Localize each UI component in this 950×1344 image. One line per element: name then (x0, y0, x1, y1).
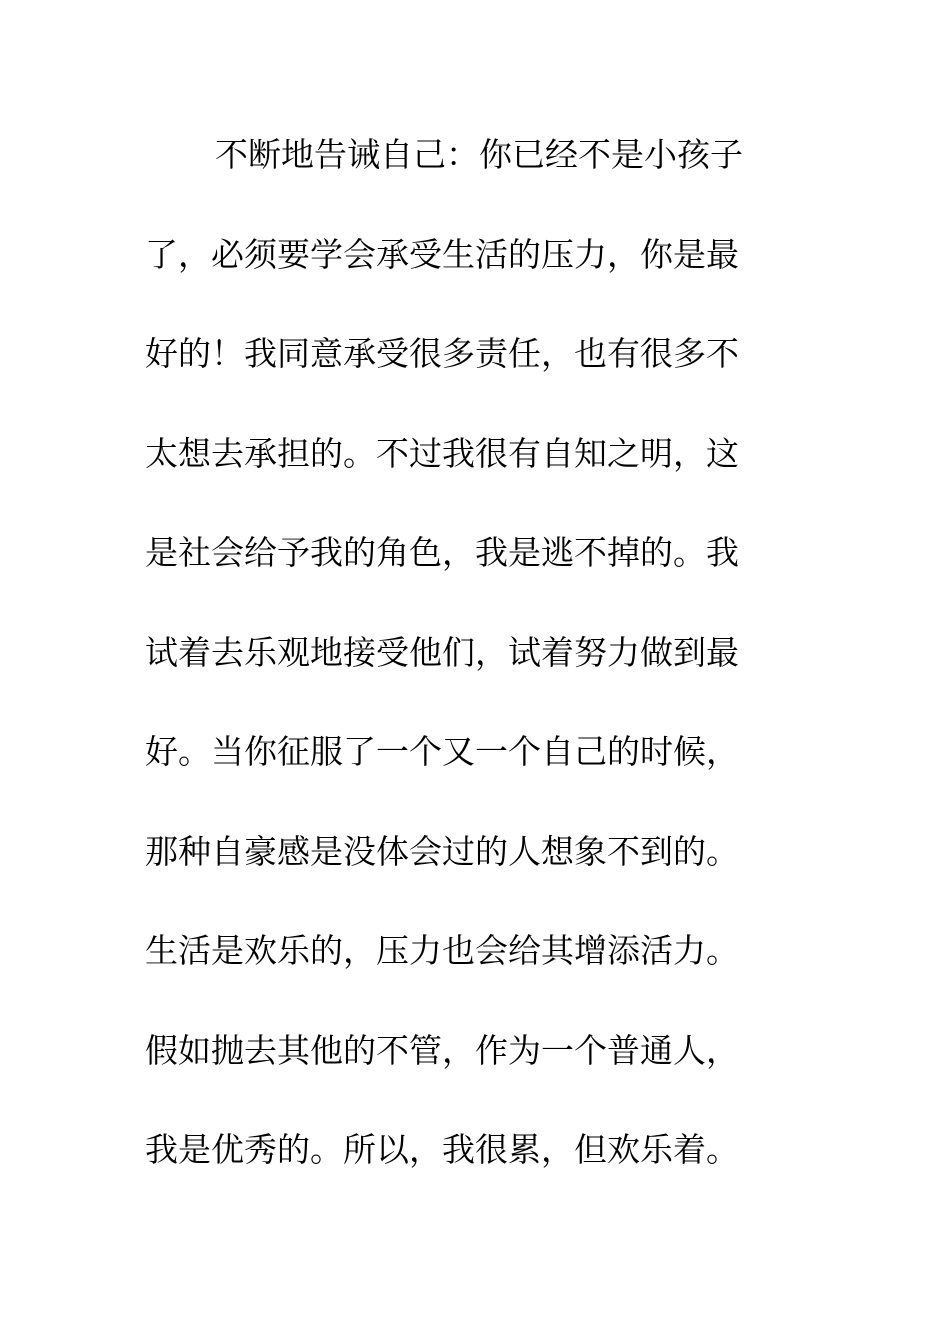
paragraph-line: 假如抛去其他的不管，作为一个普通人， (145, 1030, 739, 1070)
paragraph-line: 太想去承担的。不过我很有自知之明，这 (145, 433, 739, 473)
paragraph-line: 生活是欢乐的，压力也会给其增添活力。 (145, 931, 739, 970)
paragraph-line: 了，必须要学会承受生活的压力，你是最 (145, 234, 739, 274)
paragraph-line: 好的！我同意承受很多责任，也有很多不 (145, 334, 739, 373)
paragraph-line: 好。当你征服了一个又一个自己的时候， (145, 732, 739, 771)
paragraph-line: 那种自豪感是没体会过的人想象不到的。 (145, 831, 739, 871)
paragraph-line: 我是优秀的。所以，我很累，但欢乐着。 (145, 1130, 739, 1169)
body-paragraph (145, 127, 785, 1222)
paragraph-line: 试着去乐观地接受他们，试着努力做到最 (145, 632, 739, 672)
paragraph-line: 不断地告诫自己：你已经不是小孩子 (215, 135, 743, 174)
paragraph-line: 是社会给予我的角色，我是逃不掉的。我 (145, 533, 739, 572)
